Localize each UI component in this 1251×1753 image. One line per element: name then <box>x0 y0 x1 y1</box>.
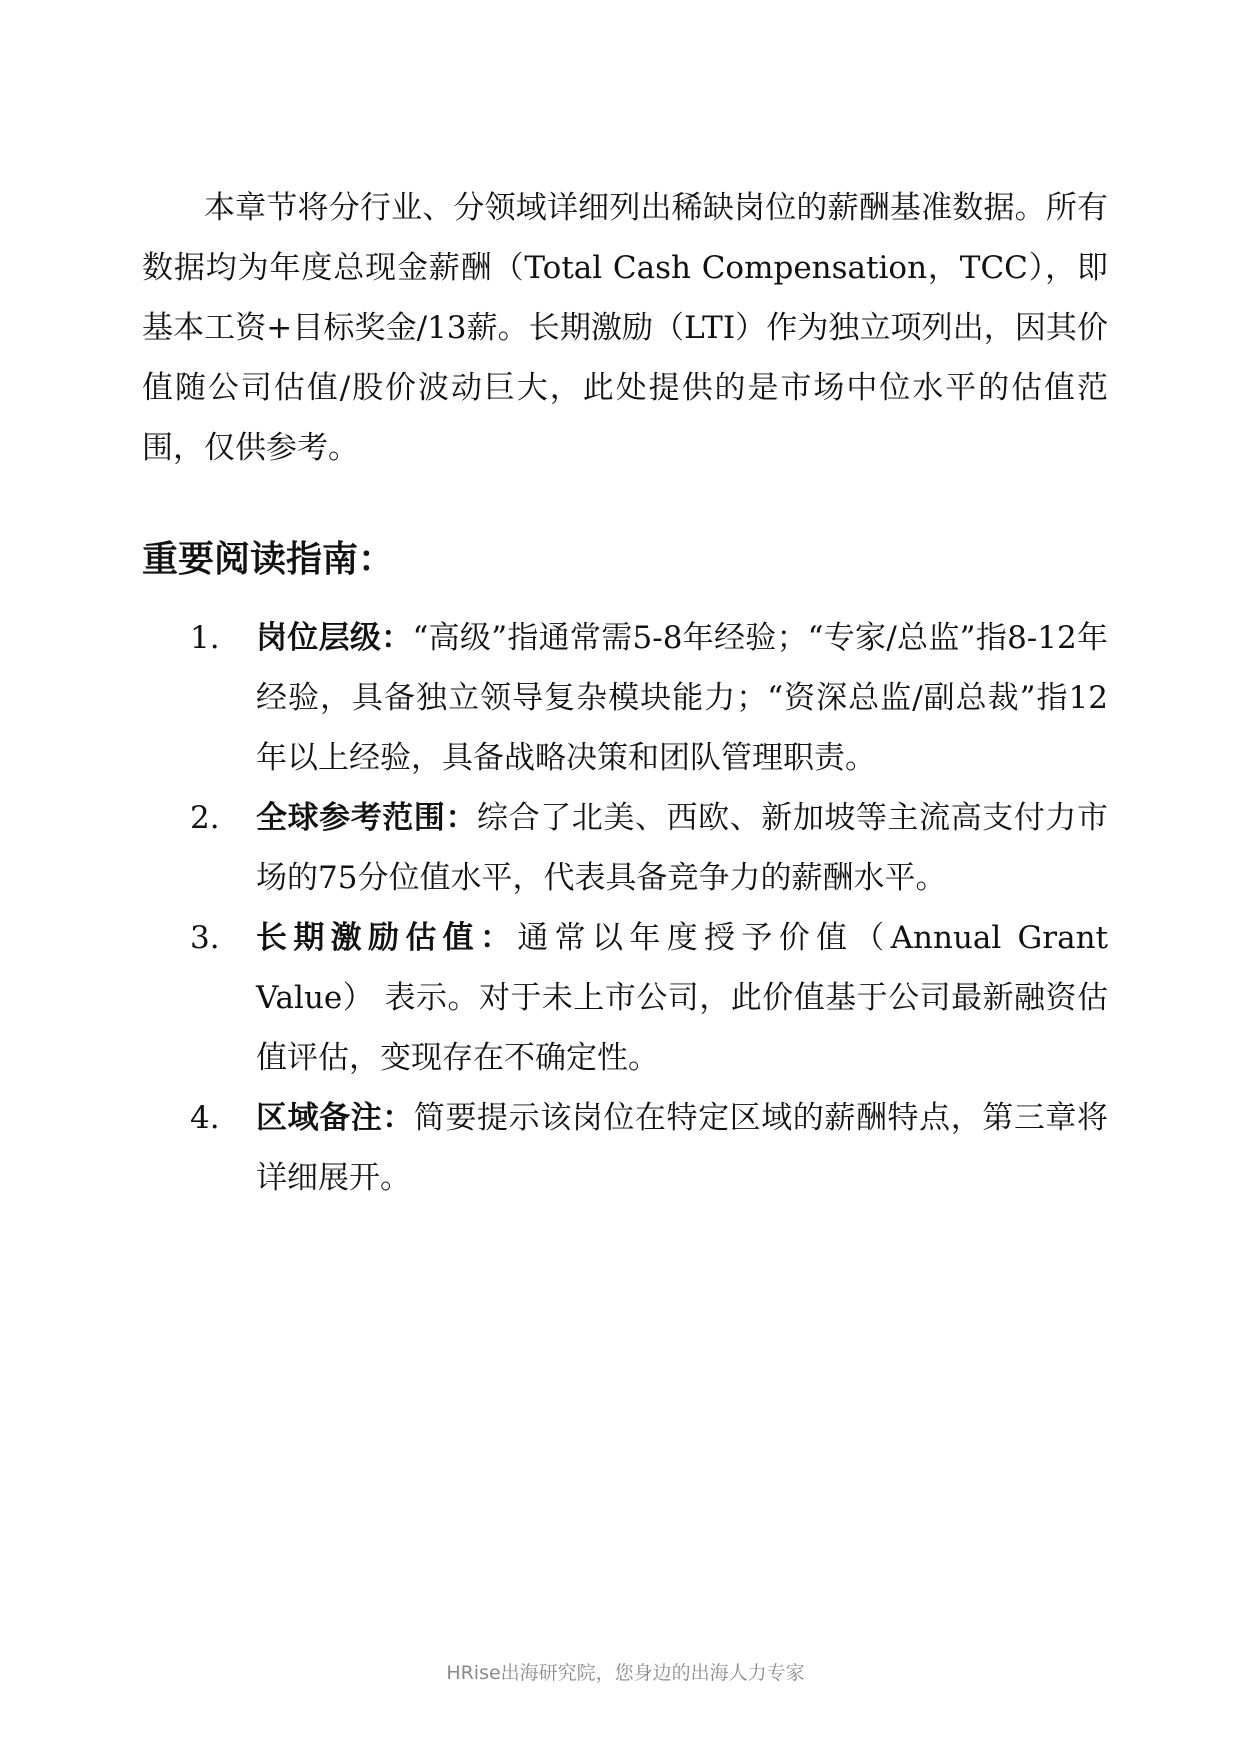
item-number: 2. <box>190 800 220 836</box>
guide-item-lti-valuation <box>190 908 1108 1088</box>
guide-item-level <box>190 608 1108 788</box>
item-text: “高级”指通常需5-8年经验；“专家/总监”指8-12年经验，具备独立领导复杂模块能力；“资深总监/副总裁”指12年以上经验，具备战略决策和团队管理职责。 <box>256 620 1109 776</box>
item-text: 综合了北美、西欧、新加坡等主流高支付力市场的75分位值水平，代表具备竞争力的薪酬水平。 <box>256 800 1109 896</box>
item-title: 区域备注： <box>256 1100 414 1136</box>
item-text: 通常以年度授予价值（Annual Grant Value） 表示。对于未上市公司，此价值基于公司最新融资估值评估，变现存在不确定性。 <box>256 920 1108 1076</box>
item-number: 4. <box>190 1100 220 1136</box>
guide-item-global-range <box>190 788 1108 908</box>
reading-guide-list <box>190 608 1108 1208</box>
item-number: 3. <box>190 920 220 956</box>
item-text: 简要提示该岗位在特定区域的薪酬特点，第三章将详细展开。 <box>256 1100 1109 1196</box>
reading-guide-heading: 重要阅读指南： <box>142 539 395 580</box>
intro-paragraph: 本章节将分行业、分领域详细列出稀缺岗位的薪酬基准数据。所有数据均为年度总现金薪酬（Total Cash Compensation，TCC），即基本工资+目标奖金/13薪。长期激励（LTI）作为独立项列出，因其价值随公司估值/股价波动巨大，此处提供的是市场中位水平的估值范围，仅供参考。 <box>142 190 1108 466</box>
item-title: 长期激励估值： <box>256 920 518 956</box>
item-title: 全球参考范围： <box>256 800 478 836</box>
item-title: 岗位层级： <box>256 620 413 656</box>
guide-item-regional-notes <box>190 1088 1108 1208</box>
page-footer: HRise出海研究院，您身边的出海人力专家 <box>446 1662 805 1684</box>
item-number: 1. <box>190 620 220 656</box>
